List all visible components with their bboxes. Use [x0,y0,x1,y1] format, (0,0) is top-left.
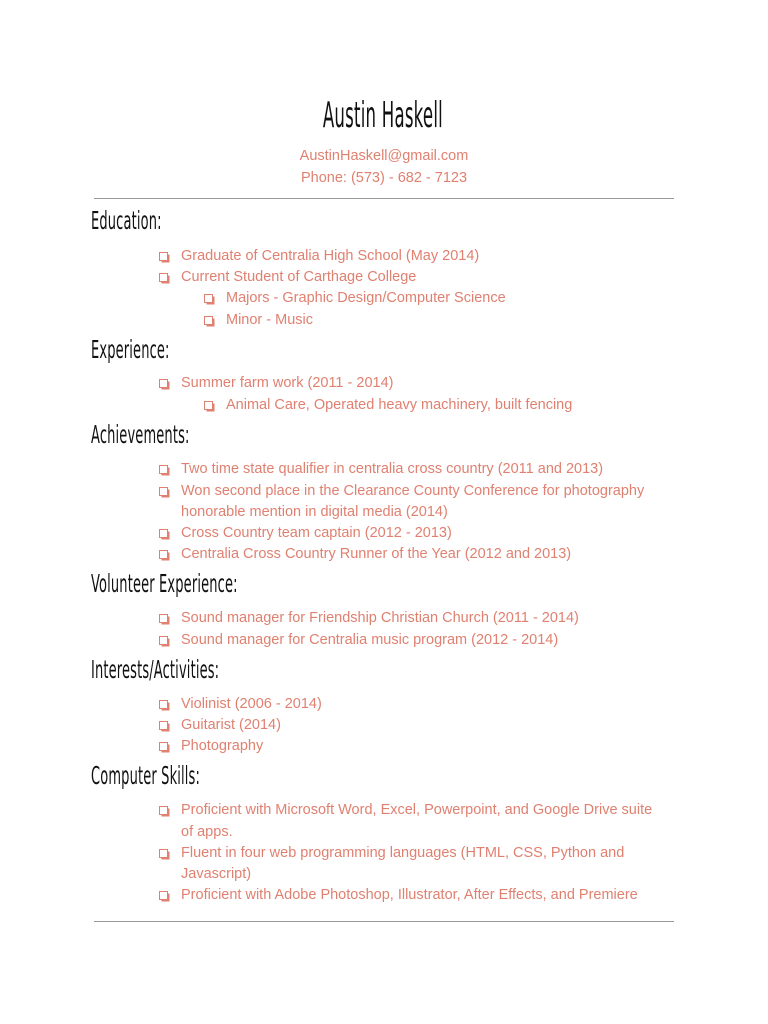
checkbox-bullet-icon [159,550,168,559]
list-item: Violinist (2006 - 2014) [181,694,322,716]
section-heading-education: Education: [91,206,162,235]
list-item: Animal Care, Operated heavy machinery, built fencing [226,395,572,417]
list-item: Sound manager for Centralia music program (2012 - 2014) [181,630,558,652]
section-heading-achievements: Achievements: [91,420,190,449]
checkbox-bullet-icon [159,849,168,858]
list-item-continuation: of apps. [181,824,233,840]
list-item: Centralia Cross Country Runner of the Year (2012 and 2013) [181,544,571,566]
checkbox-bullet-icon [159,806,168,815]
checkbox-bullet-icon [159,614,168,623]
list-item-continuation: Javascript) [181,866,252,882]
checkbox-bullet-icon [159,636,168,645]
list-item: Won second place in the Clearance County Conference for photography [181,481,644,503]
list-item-continuation: honorable mention in digital media (2014) [181,504,448,520]
list-item: Minor - Music [226,310,313,332]
list-item: Photography [181,736,263,758]
section-heading-skills: Computer Skills: [91,761,201,790]
section-heading-interests: Interests/Activities: [91,655,220,684]
checkbox-bullet-icon [159,487,168,496]
checkbox-bullet-icon [159,465,168,474]
email-address: AustinHaskell@gmail.com [299,148,469,164]
checkbox-bullet-icon [204,401,213,410]
checkbox-bullet-icon [159,721,168,730]
section-heading-volunteer: Volunteer Experience: [91,569,238,598]
checkbox-bullet-icon [204,294,213,303]
list-item: Proficient with Adobe Photoshop, Illustrator, After Effects, and Premiere [181,885,638,907]
checkbox-bullet-icon [204,316,213,325]
checkbox-bullet-icon [159,379,168,388]
list-item: Graduate of Centralia High School (May 2014) [181,246,479,268]
checkbox-bullet-icon [159,700,168,709]
checkbox-bullet-icon [159,252,168,261]
checkbox-bullet-icon [159,891,168,900]
list-item: Guitarist (2014) [181,715,281,737]
checkbox-bullet-icon [159,273,168,282]
checkbox-bullet-icon [159,529,168,538]
list-item: Summer farm work (2011 - 2014) [181,373,393,395]
resume-name: Austin Haskell [322,95,443,136]
checkbox-bullet-icon [159,742,168,751]
top-divider [94,198,674,199]
list-item: Fluent in four web programming languages (HTML, CSS, Python and [181,843,624,865]
list-item: Two time state qualifier in centralia cross country (2011 and 2013) [181,459,603,481]
bottom-divider [94,921,674,922]
list-item: Proficient with Microsoft Word, Excel, Powerpoint, and Google Drive suite [181,800,652,822]
list-item: Current Student of Carthage College [181,267,416,289]
list-item: Cross Country team captain (2012 - 2013) [181,523,452,545]
list-item: Sound manager for Friendship Christian Church (2011 - 2014) [181,608,579,630]
list-item: Majors - Graphic Design/Computer Science [226,288,506,310]
phone-number: Phone: (573) - 682 - 7123 [300,170,468,186]
section-heading-experience: Experience: [91,335,170,364]
